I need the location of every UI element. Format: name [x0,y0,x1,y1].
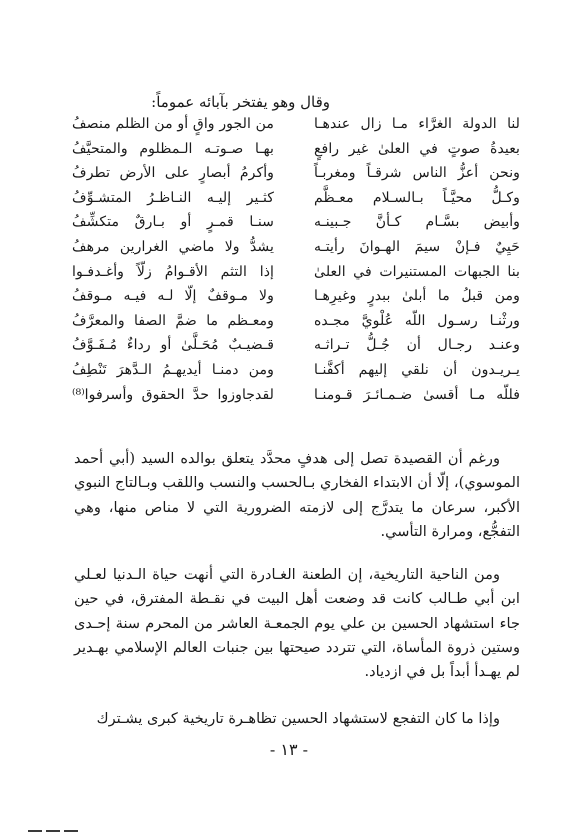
verse-first-hemistich: ونحن أعزُّ الناس شرقـاً ومغربـاً [314,165,520,182]
verse-second-hemistich: قـضيـبٌ مُحَـلَّىٰ أو رداءٌ مُـفَـوَّفُ [72,337,274,354]
poem-verse [72,190,520,215]
poem-verse [72,141,520,166]
verse-first-hemistich: بعيدةُ صوتٍ في العلىٰ غير رافعٍ [314,140,520,157]
verse-second-hemistich: بهـا صـوتـه الـمظلوم والمتحيَّفُ [72,140,274,157]
verse-first-hemistich: فللّه مـا أقسىٰ ضـمـائـرَ قـومنـا [314,386,520,403]
verse-first-hemistich: يـريـدون أن نلقي إليهم أكفَّنـا [314,361,520,378]
poem-verse [72,239,520,264]
verse-first-hemistich: بنا الجبهات المستنيرات في العلىٰ [314,263,520,280]
verse-first-hemistich: وأبيض بسَّـام كـأنَّ جـبينـه [314,214,520,231]
paragraph: ومن الناحية التاريخية، إن الطعنة الغـادرة التي أنهت حياة الـدنيا لعـلي ابن أبي طـالب كانت قد وضعت أهل البيت في نقـطة المفترق، في حين جاء استشهاد الحسين بن علي يوم الجمعـة العاشر من المحرم سنة إحـدى وستين ذروة المأساة، التي تتردد صيحتها بين جنبات العالم الإسلامي بهـدير لم يهـدأ أبداً بل في ازدياد. [74,566,520,681]
poem-verse [72,313,520,338]
poem-verse [72,362,520,387]
poem-verse [72,337,520,362]
scan-edge-marks [28,830,80,840]
verse-first-hemistich: وكـلُّ محيَّـاً بـالسـلام معـظَّم [314,189,520,206]
verse-second-hemistich: سنـا قمـرٍ أو بـارقٌ متكشِّفُ [72,214,274,231]
page-number: - ١٣ - [269,740,309,759]
poem-verse [72,288,520,313]
verse-first-hemistich: ورثْنـا رسـول اللّه عُلْويَّ مجـده [314,312,520,329]
verse-first-hemistich: لنا الدولة الغرَّاء مـا زال عندهـا [314,116,520,132]
verse-first-hemistich: ومن قبلُ ما أبلىٰ ببدرٍ وغيرِهـا [314,288,520,305]
verse-second-hemistich: وأكرمُ أبصارٍ على الأرض تطرفُ [72,165,274,182]
paragraph: ورغم أن القصيدة تصل إلى هدفٍ محدَّد يتعلق بوالده السيد (أبي أحمد الموسوي)، إلّا أن الابتداء الفخاري بـالحسب والنسب واللقب وبـالتاج النبوي الأكبر، سرعان ما يتدرَّج إلى لازمته الضرورية التي لا مناص منها، وهي التفجُّع، ومرارة التأسي. [74,450,520,540]
verse-second-hemistich: يشدُّ ولا ماضي الغرارين مرهفُ [72,238,274,255]
verse-first-hemistich: حَيِيٌ فـإنْ سيمَ الهـوانَ رأيتـه [314,238,520,255]
verse-first-hemistich: وعنـد رجـال أن جُـلُّ تـراثـه [314,337,520,354]
verse-second-hemistich: لقدجاوزوا حدَّ الحقوق وأسرفوا⁽⁸⁾ [72,386,274,403]
verse-second-hemistich: إذا التثم الأقـوامُ زلّاً وأغـدفـوا [72,263,274,280]
verse-second-hemistich: ومعـظم ما ضمَّ الصفا والمعرَّفُ [72,312,274,329]
poem-verse [72,387,520,412]
poem-verse [72,264,520,289]
paragraph: وإذا ما كان التفجع لاستشهاد الحسين تظاهـرة تاريخية كبرى يشـترك [96,710,500,727]
poem [72,116,520,411]
poem-verse [72,214,520,239]
verse-second-hemistich: من الجور واقٍ أو من الظلم منصفُ [72,116,274,132]
poem-verse [72,165,520,190]
verse-second-hemistich: ومن دمنـا أيديهـمُ الـدَّهرَ تَنْطِفُ [72,361,274,378]
verse-second-hemistich: كثـير إليـه النـاظـرُ المتشـوِّفُ [72,189,274,206]
verse-second-hemistich: ولا مـوقفٌ إلّا لـه فيـه مـوقفُ [72,288,274,305]
poem-verse [72,116,520,141]
poem-intro: وقال وهو يفتخر بآبائه عموماً: [151,93,330,111]
